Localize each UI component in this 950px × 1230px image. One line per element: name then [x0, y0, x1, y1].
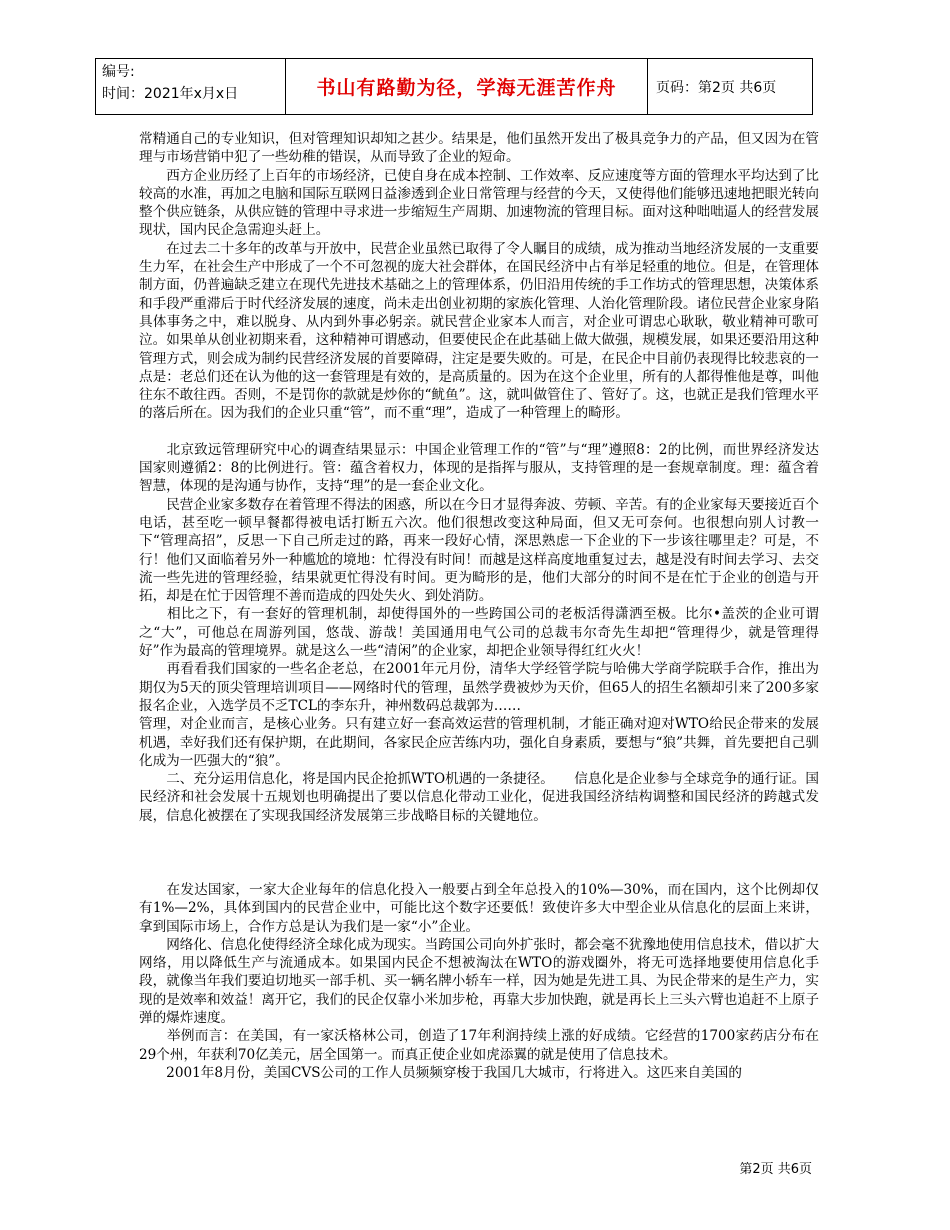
paragraph: 在发达国家，一家大企业每年的信息化投入一般要占到全年总投入的10%—30%，而在国内，这个比例却仅有1%—2%，具体到国内的民营企业中，可能比这个数字还要低！致使许多大中型企业从信息化的层面上来讲，拿到国际市场上，合作方总是认为我们是一家“小”企业。 [139, 881, 819, 935]
paragraph: 北京致远管理研究中心的调查结果显示：中国企业管理工作的“管”与“理”遵照8：2的比例，而世界经济发达国家则遵循2：8的比例进行。管：蕴含着权力，体现的是指挥与服从，支持管理的是一套规章制度。理：蕴含着智慧，体现的是沟通与协作，支持“理”的是一套企业文化。 [139, 441, 819, 495]
paragraph: 常精通自己的专业知识，但对管理知识却知之甚少。结果是，他们虽然开发出了极具竞争力的产品，但又因为在管理与市场营销中犯了一些幼稚的错误，从而导致了企业的短命。 [139, 131, 819, 166]
paragraph: 民营企业家多数存在着管理不得法的困惑，所以在今日才显得奔波、劳顿、辛苦。有的企业家每天要接近百个电话，甚至吃一顿早餐都得被电话打断五六次。他们很想改变这种局面，但又无可奈何。也很想向别人讨教一下“管理高招”，反思一下自己所走过的路，再来一段好心情，深思熟虑一下企业的下一步该往哪里走？可是，不行！他们又面临着另外一种尴尬的境地：忙得没有时间！而越是这样高度地重复过去，越是没有时间去学习、去交流一些先进的管理经验，结果就更忙得没有时间。更为畸形的是，他们大部分的时间不是在忙于企业的创造与开拓，却是在忙于因管理不善而造成的四处失火、到处消防。 [139, 496, 819, 605]
document-body [139, 130, 819, 1082]
paragraph: 管理，对企业而言，是核心业务。只有建立好一套高效运营的管理机制，才能正确对迎对WTO给民企带来的发展机遇，幸好我们还有保护期，在此期间，各家民企应苦练内功，强化自身素质，要想与“狼”共舞，首先要把自己驯化成为一匹强大的“狼”。 [139, 716, 819, 769]
header-meta [96, 59, 286, 114]
document-number-label: 编号: [102, 64, 135, 80]
paragraph: 再看看我们国家的一些名企老总，在2001年元月份，清华大学经管学院与哈佛大学商学院联手合作，推出为期仅为5天的顶尖管理培训项目——网络时代的管理，虽然学费被炒为天价，但65人的招生名额却引来了200多家报名企业，入选学员不乏TCL的李东升，神州数码总裁郭为…… [139, 661, 819, 714]
paragraph: 2001年8月份，美国CVS公司的工作人员频频穿梭于我国几大城市，行将进入。这匹来自美国的 [139, 1064, 742, 1081]
paragraph: 西方企业历经了上百年的市场经济，已使自身在成本控制、工作效率、反应速度等方面的管理水平均达到了比较高的水准，再加之电脑和国际互联网日益渗透到企业日常管理与经营的今天，又使得他们能够迅速地把眼光转向整个供应链条，从供应链的管理中寻求进一步缩短生产周期、加速物流的管理目标。面对这种咄咄逼人的经营发展现状，国内民企急需迎头赶上。 [139, 167, 819, 239]
paragraph-gap [139, 825, 819, 881]
header-page-info: 页码：第2页 共6页 [656, 79, 777, 96]
paragraph-gap [139, 423, 819, 441]
paragraph: 举例而言：在美国，有一家沃格林公司，创造了17年利润持续上涨的好成绩。它经营的1700家药店分布在29个州，年获利70亿美元，居全国第一。而真正使企业如虎添翼的就是使用了信息技术。 [139, 1028, 819, 1063]
paragraph: 相比之下，有一套好的管理机制，却使得国外的一些跨国公司的老板活得潇洒至极。比尔•盖茨的企业可谓之“大”，可他总在周游列国，悠哉、游哉！美国通用电气公司的总裁韦尔奇先生却把“管理得少，就是管理得好”作为最高的管理境界。就是这么一些“清闲”的企业家，却把企业领导得红红火火！ [139, 606, 819, 660]
page-footer: 第2页 共6页 [739, 1162, 812, 1177]
paragraph: 网络化、信息化使得经济全球化成为现实。当跨国公司向外扩张时，都会毫不犹豫地使用信息技术，借以扩大网络，用以降低生产与流通成本。如果国内民企不想被淘汰在WTO的游戏圈外，将无可选择地要使用信息化手段，就像当年我们要迫切地买一部手机、买一辆名牌小轿车一样，因为她是先进工具、为民企带来的是生产力，实现的是效率和效益！离开它，我们的民企仅靠小米加步枪，再靠大步加快跑，就是再长上三头六臂也追赶不上原子弹的爆炸速度。 [139, 936, 819, 1027]
header-motto: 书山有路勤为径，学海无涯苦作舟 [286, 59, 648, 114]
paragraph: 在过去二十多年的改革与开放中，民营企业虽然已取得了令人瞩目的成绩，成为推动当地经济发展的一支重要生力军，在社会生产中形成了一个不可忽视的庞大社会群体，在国民经济中占有举足轻重的地位。但是，在管理体制方面，仍普遍缺乏建立在现代先进技术基础之上的管理体系，仍旧沿用传统的手工作坊式的管理思想，决策体系和手段严重滞后于时代经济发展的速度，尚未走出创业初期的家族化管理、人治化管理阶段。诸位民营企业家身陷具体事务之中，难以脱身、从内到外事必躬亲。就民营企业家本人而言，对企业可谓忠心耿耿，敬业精神可歌可泣。如果单从创业初期来看，这种精神可谓感动，但要使民企在此基础上做大做强，规模发展，如果还要沿用这种管理方式，则会成为制约民营经济发展的首要障碍，注定是要失败的。可是，在民企中目前仍表现得比较悲哀的一点是：老总们还在认为他的这一套管理是有效的，是高质量的。因为在这个企业里，所有的人都得惟他是尊，叫他往东不敢往西。否则，不是罚你的款就是炒你的“鱿鱼”。这，就叫做管住了、管好了。这，也就正是我们管理水平的落后所在。因为我们的企业只重“管”，而不重“理”，造成了一种管理上的畸形。 [139, 240, 819, 422]
document-time: 时间：2021年x月x日 [102, 86, 239, 102]
paragraph: 二、充分运用信息化，将是国内民企抢抓WTO机遇的一条捷径。 信息化是企业参与全球竞争的通行证。国民经济和社会发展十五规划也明确提出了要以信息化带动工业化，促进我国经济结构调整和国民经济的跨越式发展，信息化被摆在了实现我国经济发展第三步战略目标的关键地位。 [139, 771, 819, 824]
page-header [95, 58, 813, 115]
